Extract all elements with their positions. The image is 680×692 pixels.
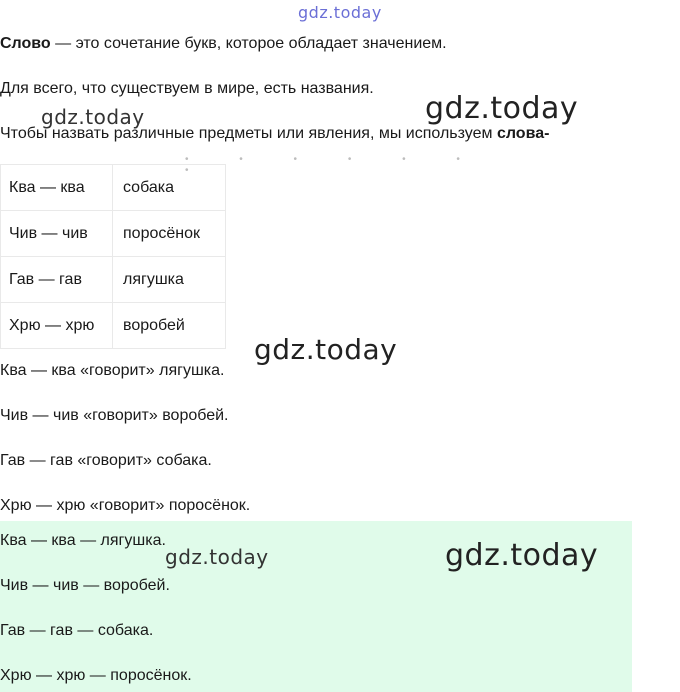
animal-cell: собака xyxy=(113,165,226,211)
sound-cell: Чив — чив xyxy=(1,211,113,257)
sentence-line: Гав — гав «говорит» собака. xyxy=(0,452,212,469)
definition-line xyxy=(0,35,447,53)
animal-cell: лягушка xyxy=(113,257,226,303)
sound-cell: Гав — гав xyxy=(1,257,113,303)
table-row xyxy=(1,303,226,349)
definition-text: — это сочетание букв, которое обладает значением. xyxy=(50,35,447,52)
sentence-line: Чив — чив «говорит» воробей. xyxy=(0,407,229,424)
sound-cell: Ква — ква xyxy=(1,165,113,211)
answer-line: Ква — ква — лягушка. xyxy=(0,532,166,549)
table-row xyxy=(1,211,226,257)
watermark: gdz.today xyxy=(298,3,382,22)
cut-off-text-line: • • • • • • • xyxy=(185,154,484,176)
animal-cell: воробей xyxy=(113,303,226,349)
answer-line: Чив — чив — воробей. xyxy=(0,577,170,594)
answer-line: Гав — гав — собака. xyxy=(0,622,154,639)
watermark: gdz.today xyxy=(41,105,145,129)
intro-line-3-text: Чтобы назвать различные предметы или явления, мы используем xyxy=(0,125,497,142)
animal-cell: поросёнок xyxy=(113,211,226,257)
intro-line-3-bold: слова- xyxy=(496,125,550,142)
sentence-line: Хрю — хрю «говорит» поросёнок. xyxy=(0,497,251,514)
sound-animal-table xyxy=(0,164,226,349)
watermark: gdz.today xyxy=(165,545,269,569)
intro-line-2: Для всего, что существуем в мире, есть названия. xyxy=(0,80,374,97)
watermark: gdz.today xyxy=(425,91,579,126)
table-row xyxy=(1,257,226,303)
watermark: gdz.today xyxy=(254,333,398,366)
term-word: Слово xyxy=(0,35,51,52)
sentence-line: Ква — ква «говорит» лягушка. xyxy=(0,362,225,379)
watermark: gdz.today xyxy=(445,538,599,573)
table-row xyxy=(1,165,226,211)
sound-cell: Хрю — хрю xyxy=(1,303,113,349)
answer-line: Хрю — хрю — поросёнок. xyxy=(0,667,192,684)
